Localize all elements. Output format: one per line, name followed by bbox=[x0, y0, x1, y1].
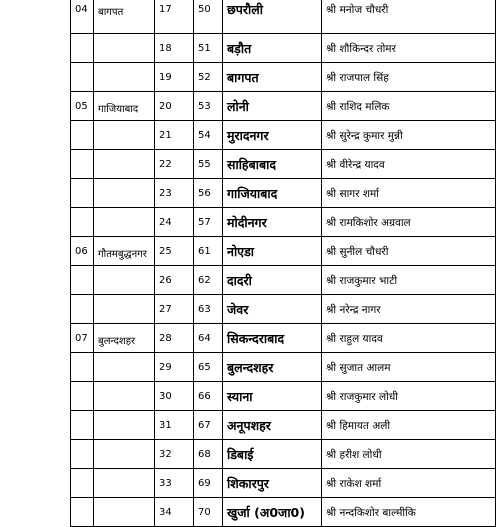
member-name-cell: श्री हिमायत अली bbox=[322, 411, 496, 440]
assembly-number-cell: 50 bbox=[194, 0, 223, 34]
member-name-cell: श्री राजकुमार लोधी bbox=[322, 382, 496, 411]
district-name-cell: गाजियाबाद bbox=[94, 92, 155, 121]
table-row bbox=[71, 498, 496, 527]
district-name-cell bbox=[94, 34, 155, 63]
serial-number-cell: 33 bbox=[155, 469, 194, 498]
table-row bbox=[71, 121, 496, 150]
serial-number-cell: 25 bbox=[155, 237, 194, 266]
member-name-cell: श्री सुजात आलम bbox=[322, 353, 496, 382]
assembly-number-cell: 66 bbox=[194, 382, 223, 411]
district-number-cell bbox=[71, 63, 94, 92]
member-name-cell: श्री हरीश लोधी bbox=[322, 440, 496, 469]
table-row bbox=[71, 440, 496, 469]
district-name-cell: बुलन्दशहर bbox=[94, 324, 155, 353]
district-name-cell bbox=[94, 440, 155, 469]
constituency-name-cell: नोएडा bbox=[223, 237, 322, 266]
district-number-cell: 06 bbox=[71, 237, 94, 266]
constituency-name-cell: लोनी bbox=[223, 92, 322, 121]
district-name-cell bbox=[94, 63, 155, 92]
district-number-cell bbox=[71, 121, 94, 150]
serial-number-cell: 30 bbox=[155, 382, 194, 411]
district-name-cell: बागपत bbox=[94, 0, 155, 34]
member-name-cell: श्री राशिद मलिक bbox=[322, 92, 496, 121]
constituency-name-cell: खुर्जा (अ0जा0) bbox=[223, 498, 322, 527]
district-name-cell bbox=[94, 382, 155, 411]
assembly-number-cell: 55 bbox=[194, 150, 223, 179]
member-name-cell: श्री वीरेन्द्र यादव bbox=[322, 150, 496, 179]
assembly-number-cell: 69 bbox=[194, 469, 223, 498]
constituency-table-body bbox=[71, 0, 496, 527]
constituency-name-cell: बुलन्दशहर bbox=[223, 353, 322, 382]
district-number-cell bbox=[71, 353, 94, 382]
member-name-cell: श्री सुरेन्द्र कुमार मुन्नी bbox=[322, 121, 496, 150]
district-name-cell bbox=[94, 208, 155, 237]
member-name-cell: श्री राजकुमार भाटी bbox=[322, 266, 496, 295]
table-row bbox=[71, 0, 496, 34]
constituency-name-cell: स्याना bbox=[223, 382, 322, 411]
serial-number-cell: 17 bbox=[155, 0, 194, 34]
district-number-cell: 04 bbox=[71, 0, 94, 34]
assembly-number-cell: 64 bbox=[194, 324, 223, 353]
constituency-name-cell: गाजियाबाद bbox=[223, 179, 322, 208]
table-row bbox=[71, 266, 496, 295]
serial-number-cell: 22 bbox=[155, 150, 194, 179]
serial-number-cell: 27 bbox=[155, 295, 194, 324]
district-name-cell bbox=[94, 498, 155, 527]
district-name-cell bbox=[94, 150, 155, 179]
district-name-cell bbox=[94, 266, 155, 295]
district-number-cell bbox=[71, 411, 94, 440]
assembly-number-cell: 51 bbox=[194, 34, 223, 63]
district-number-cell bbox=[71, 469, 94, 498]
serial-number-cell: 28 bbox=[155, 324, 194, 353]
district-number-cell bbox=[71, 440, 94, 469]
assembly-number-cell: 62 bbox=[194, 266, 223, 295]
serial-number-cell: 24 bbox=[155, 208, 194, 237]
member-name-cell: श्री नन्दकिशोर बाल्मीकि bbox=[322, 498, 496, 527]
serial-number-cell: 23 bbox=[155, 179, 194, 208]
constituency-name-cell: डिबाई bbox=[223, 440, 322, 469]
assembly-number-cell: 67 bbox=[194, 411, 223, 440]
serial-number-cell: 31 bbox=[155, 411, 194, 440]
member-name-cell: श्री नरेन्द्र नागर bbox=[322, 295, 496, 324]
assembly-number-cell: 61 bbox=[194, 237, 223, 266]
table-row bbox=[71, 237, 496, 266]
assembly-number-cell: 57 bbox=[194, 208, 223, 237]
constituency-name-cell: शिकारपुर bbox=[223, 469, 322, 498]
constituency-name-cell: मोदीनगर bbox=[223, 208, 322, 237]
table-row bbox=[71, 150, 496, 179]
constituency-table bbox=[70, 0, 496, 527]
member-name-cell: श्री राजपाल सिंह bbox=[322, 63, 496, 92]
serial-number-cell: 18 bbox=[155, 34, 194, 63]
constituency-name-cell: बड़ौत bbox=[223, 34, 322, 63]
assembly-number-cell: 56 bbox=[194, 179, 223, 208]
table-row bbox=[71, 208, 496, 237]
constituency-name-cell: जेवर bbox=[223, 295, 322, 324]
assembly-number-cell: 53 bbox=[194, 92, 223, 121]
serial-number-cell: 34 bbox=[155, 498, 194, 527]
district-number-cell bbox=[71, 179, 94, 208]
table-row bbox=[71, 324, 496, 353]
member-name-cell: श्री रामकिशोर अग्रवाल bbox=[322, 208, 496, 237]
district-name-cell bbox=[94, 179, 155, 208]
district-number-cell bbox=[71, 150, 94, 179]
serial-number-cell: 26 bbox=[155, 266, 194, 295]
constituency-name-cell: बागपत bbox=[223, 63, 322, 92]
table-row bbox=[71, 34, 496, 63]
member-name-cell: श्री मनोज चौधरी bbox=[322, 0, 496, 34]
district-name-cell bbox=[94, 411, 155, 440]
district-number-cell: 07 bbox=[71, 324, 94, 353]
district-number-cell bbox=[71, 34, 94, 63]
member-name-cell: श्री सागर शर्मा bbox=[322, 179, 496, 208]
serial-number-cell: 20 bbox=[155, 92, 194, 121]
table-row bbox=[71, 382, 496, 411]
district-number-cell bbox=[71, 295, 94, 324]
table-row bbox=[71, 179, 496, 208]
serial-number-cell: 32 bbox=[155, 440, 194, 469]
serial-number-cell: 19 bbox=[155, 63, 194, 92]
member-name-cell: श्री राकेश शर्मा bbox=[322, 469, 496, 498]
table-row bbox=[71, 295, 496, 324]
district-name-cell bbox=[94, 353, 155, 382]
assembly-number-cell: 65 bbox=[194, 353, 223, 382]
assembly-number-cell: 63 bbox=[194, 295, 223, 324]
table-row bbox=[71, 353, 496, 382]
district-number-cell bbox=[71, 266, 94, 295]
district-name-cell: गौतमबुद्धनगर bbox=[94, 237, 155, 266]
member-name-cell: श्री राहुल यादव bbox=[322, 324, 496, 353]
constituency-name-cell: साहिबाबाद bbox=[223, 150, 322, 179]
table-row bbox=[71, 92, 496, 121]
assembly-number-cell: 52 bbox=[194, 63, 223, 92]
member-name-cell: श्री सुनील चौधरी bbox=[322, 237, 496, 266]
district-name-cell bbox=[94, 469, 155, 498]
serial-number-cell: 29 bbox=[155, 353, 194, 382]
constituency-name-cell: दादरी bbox=[223, 266, 322, 295]
member-name-cell: श्री शौकिन्दर तोमर bbox=[322, 34, 496, 63]
serial-number-cell: 21 bbox=[155, 121, 194, 150]
constituency-name-cell: छपरौली bbox=[223, 0, 322, 34]
constituency-name-cell: मुरादनगर bbox=[223, 121, 322, 150]
district-number-cell bbox=[71, 208, 94, 237]
table-row bbox=[71, 469, 496, 498]
assembly-number-cell: 54 bbox=[194, 121, 223, 150]
assembly-number-cell: 68 bbox=[194, 440, 223, 469]
constituency-name-cell: अनूपशहर bbox=[223, 411, 322, 440]
assembly-number-cell: 70 bbox=[194, 498, 223, 527]
constituency-name-cell: सिकन्दराबाद bbox=[223, 324, 322, 353]
district-name-cell bbox=[94, 121, 155, 150]
table-row bbox=[71, 63, 496, 92]
district-number-cell bbox=[71, 382, 94, 411]
table-row bbox=[71, 411, 496, 440]
district-number-cell bbox=[71, 498, 94, 527]
district-number-cell: 05 bbox=[71, 92, 94, 121]
district-name-cell bbox=[94, 295, 155, 324]
